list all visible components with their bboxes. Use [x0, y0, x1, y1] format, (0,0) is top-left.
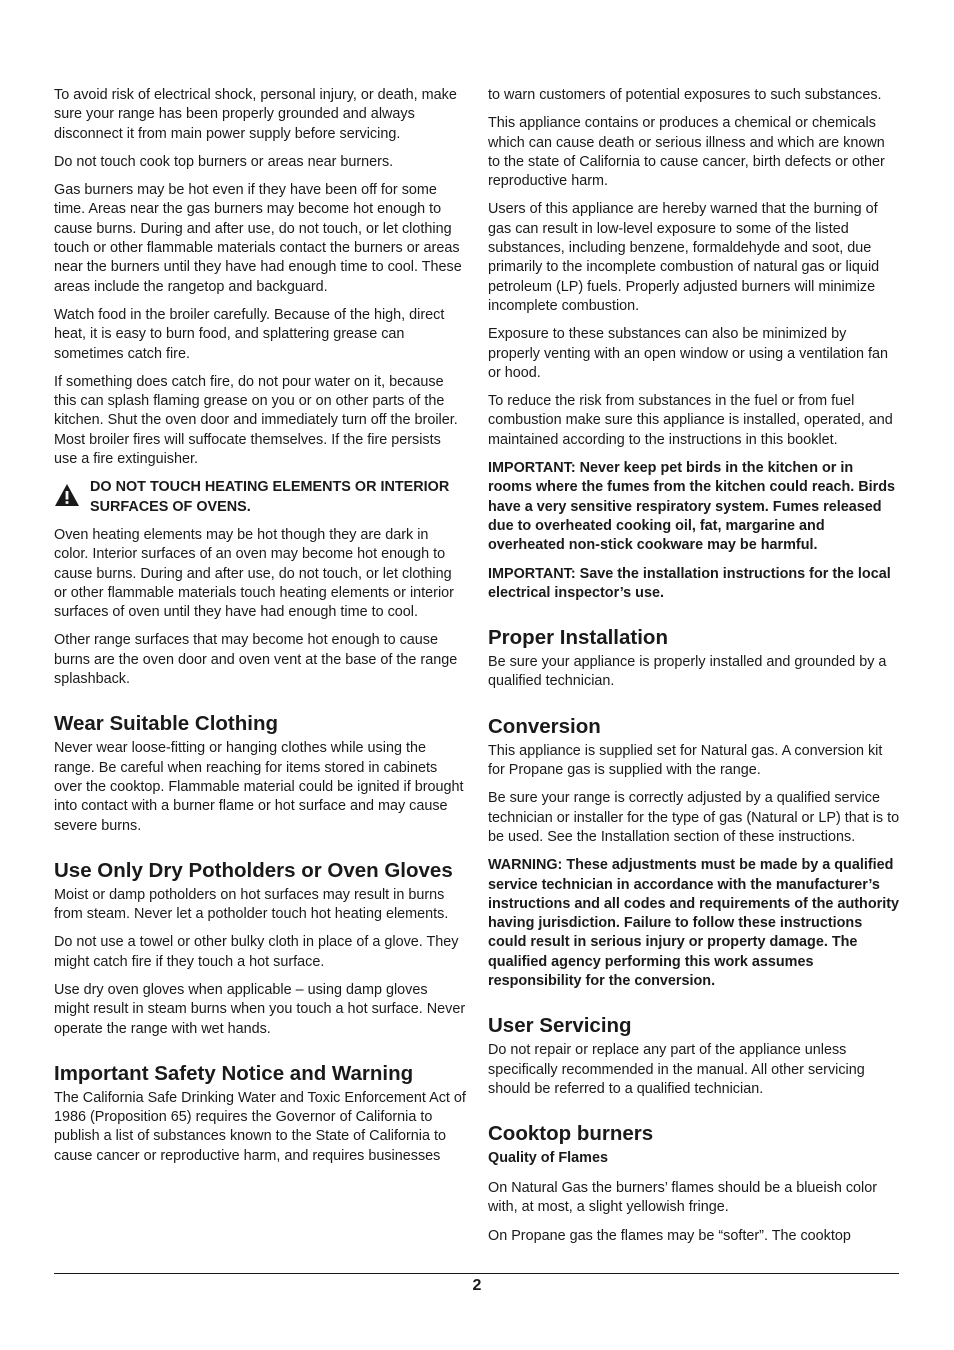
page-number: 2	[472, 1277, 482, 1294]
section-heading: Cooktop burners	[488, 1122, 654, 1146]
warning-heading: DO NOT TOUCH HEATING ELEMENTS OR INTERIOR SURFACES OF OVENS.	[90, 479, 450, 515]
paragraph: Be sure your range is correctly adjusted by a qualified service technician or installer for the type of gas (Natural or LP) that is to be used. See the Installation section of these instructions.	[488, 790, 900, 845]
paragraph: If something does catch fire, do not pour water on it, because this can splash flaming grease on you or on other parts of the kitchen. Shut the oven door and immediately turn off the broiler. Most broiler fires will suffocate themselves. If the fire persists use a fire extinguisher.	[54, 373, 458, 468]
section-heading: Use Only Dry Potholders or Oven Gloves	[54, 858, 453, 882]
paragraph: Other range surfaces that may become hot enough to cause burns are the oven door and oven vent at the base of the range splashback.	[54, 632, 458, 688]
section-heading: Conversion	[488, 714, 601, 738]
paragraph: The California Safe Drinking Water and Toxic Enforcement Act of 1986 (Proposition 65) requires the Governor of California to publish a list of substances known to the State of California to cause cancer or reproductive harm, and requires businesses	[54, 1089, 466, 1164]
paragraph: To avoid risk of electrical shock, personal injury, or death, make sure your range has been properly grounded and always disconnect it from main power supply before servicing.	[54, 87, 457, 142]
paragraph: This appliance is supplied set for Natural gas. A conversion kit for Propane gas is supplied with the range.	[488, 742, 883, 779]
warning-triangle-icon	[54, 483, 80, 507]
subheading: Quality of Flames	[488, 1150, 608, 1167]
section-heading: Important Safety Notice and Warning	[54, 1061, 414, 1085]
footer-divider	[54, 1273, 899, 1274]
left-column	[54, 86, 466, 1175]
paragraph: To reduce the risk from substances in the fuel or from fuel combustion make sure this appliance is installed, operated, and maintained according to the instructions in this booklet.	[488, 393, 893, 448]
paragraph: Oven heating elements may be hot though they are dark in color. Interior surfaces of an oven may become hot enough to cause burns. During and after use, do not touch, or let clothing or other flammable materials touch heating elements or interior surfaces of oven until they have had enough time to cool.	[54, 526, 454, 621]
section-heading: User Servicing	[488, 1014, 632, 1038]
paragraph: Gas burners may be hot even if they have been off for some time. Areas near the gas burners may become hot enough to cause burns. During and after use, do not touch, or let clothing touch or other flammable materials contact the burners or areas near the burners until they have had enough time to cool. These areas include the rangetop and backguard.	[54, 182, 462, 295]
paragraph: Do not touch cook top burners or areas near burners.	[54, 153, 394, 170]
paragraph: Do not repair or replace any part of the appliance unless specifically recommended in the manual. All other servicing should be referred to a qualified technician.	[488, 1042, 865, 1097]
paragraph: Use dry oven gloves when applicable – using damp gloves might result in steam burns when you touch a hot surface. Never operate the range with wet hands.	[54, 981, 466, 1037]
paragraph: to warn customers of potential exposures to such substances.	[488, 87, 882, 103]
conversion-warning: WARNING: These adjustments must be made by a qualified service technician in accordance with the manufacturer’s instructions and all codes and requirements of the authority having jurisdiction. Failure to follow these instructions could result in serious injury or property damage. The qualified agency performing this work assumes responsibility for the conversion.	[488, 857, 899, 989]
paragraph: On Propane gas the flames may be “softer”. The cooktop	[488, 1227, 851, 1244]
paragraph: On Natural Gas the burners’ flames should be a blueish color with, at most, a slight yellowish fringe.	[488, 1180, 878, 1216]
important-notice: IMPORTANT: Never keep pet birds in the kitchen or in rooms where the fumes from the kitchen could reach. Birds have a very sensitive respiratory system. Fumes released due to overheated cooking oil, fat, margarine and overheated non-stick cookware may be harmful.	[488, 460, 896, 554]
paragraph: Never wear loose-fitting or hanging clothes while using the range. Be careful when reaching for items stored in cabinets over the cooktop. Flammable material could be ignited if brought into contact with a burner flame or hot surface and may cause severe burns.	[54, 740, 464, 834]
paragraph: Users of this appliance are hereby warned that the burning of gas can result in low-level exposure to some of the listed substances, including benzene, formaldehyde and soot, due primarily to the incomplete combustion of natural gas or liquid petroleum (LP) fuels. Properly adjusted burners will minimize incomplete combustion.	[488, 201, 880, 314]
paragraph: Moist or damp potholders on hot surfaces may result in burns from steam. Never let a potholder touch hot heating elements.	[54, 886, 449, 923]
paragraph: Watch food in the broiler carefully. Because of the high, direct heat, it is easy to burn food, and splattering grease can sometimes catch fire.	[54, 306, 445, 362]
important-notice: IMPORTANT: Save the installation instructions for the local electrical inspector’s use.	[488, 565, 891, 601]
paragraph: Be sure your appliance is properly installed and grounded by a qualified technician.	[488, 654, 887, 690]
paragraph: Exposure to these substances can also be minimized by properly venting with an open window or using a ventilation fan or hood.	[488, 326, 888, 381]
paragraph: Do not use a towel or other bulky cloth in place of a glove. They might catch fire if they touch a hot surface.	[54, 934, 459, 970]
paragraph: This appliance contains or produces a chemical or chemicals which can cause death or serious illness and which are known to the state of California to cause cancer, birth defects or other reproductive harm.	[488, 115, 885, 190]
section-heading: Wear Suitable Clothing	[54, 712, 278, 736]
section-heading: Proper Installation	[488, 626, 668, 650]
hot-surface-warning	[54, 478, 466, 517]
right-column	[488, 86, 900, 1255]
